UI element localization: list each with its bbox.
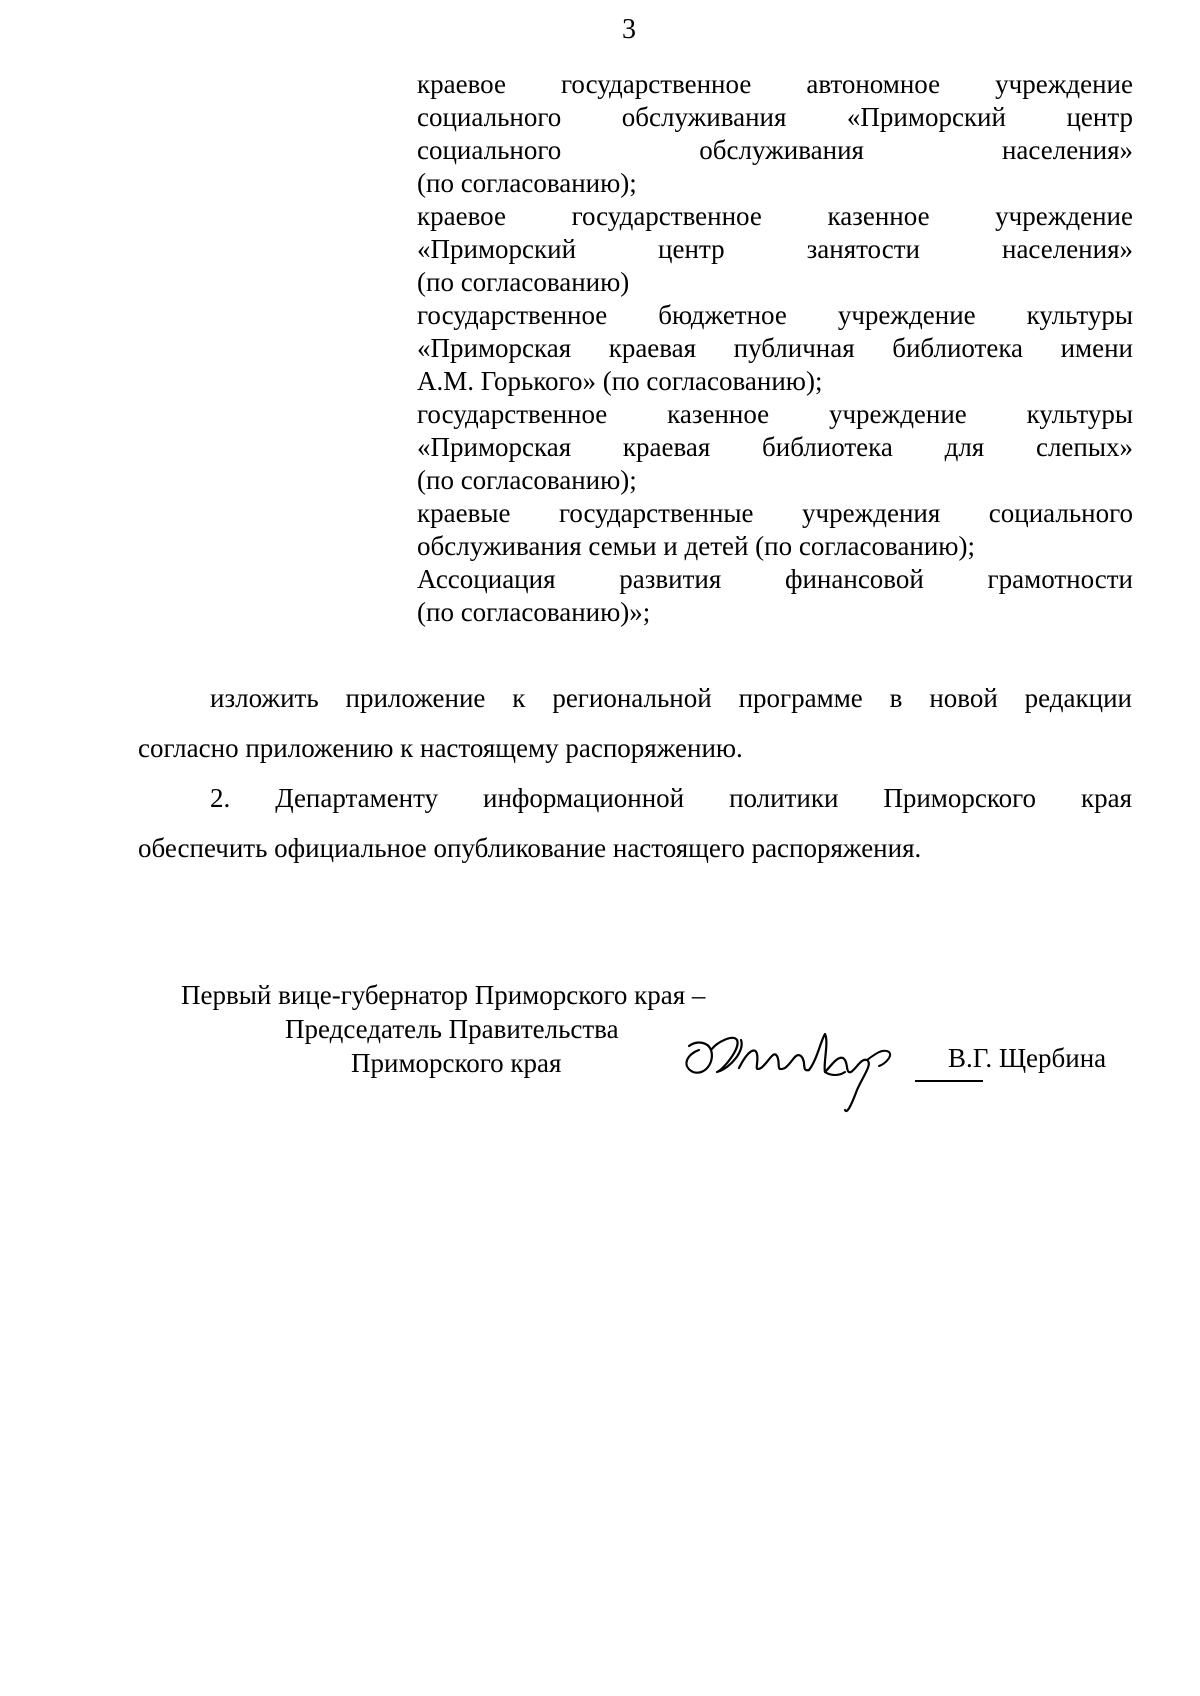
org-list-line: социального обслуживания населения» xyxy=(417,135,1133,165)
organization-list xyxy=(417,68,1133,629)
org-list-line: «Приморский центр занятости населения» xyxy=(417,234,1133,264)
org-list-line: краевые государственные учреждения социального xyxy=(417,498,1133,528)
org-list-line: (по согласованию); xyxy=(417,465,637,495)
page-number: 3 xyxy=(622,14,636,45)
signature-underline xyxy=(915,1080,983,1082)
signatory-title-line-1: Первый вице-губернатор Приморского края – xyxy=(181,980,706,1010)
org-list-line: (по согласованию); xyxy=(417,168,637,198)
org-list-line: государственное бюджетное учреждение культуры xyxy=(417,300,1133,330)
handwritten-signature xyxy=(675,1010,925,1120)
signer-name: В.Г. Щербина xyxy=(948,1043,1107,1073)
signatory-title-line-3: Приморского края xyxy=(351,1048,562,1078)
signatory-title-line-2: Председатель Правительства xyxy=(285,1014,619,1044)
org-list-line: (по согласованию) xyxy=(417,267,630,297)
org-list-line: (по согласованию)»; xyxy=(417,597,651,627)
org-list-line: краевое государственное казенное учреждение xyxy=(417,201,1133,231)
org-list-line: краевое государственное автономное учреждение xyxy=(417,69,1133,99)
paragraph-2-line-1: 2. Департаменту информационной политики Приморского края xyxy=(210,783,1132,813)
paragraph-2-line-2: обеспечить официальное опубликование настоящего распоряжения. xyxy=(138,833,922,863)
org-list-line: «Приморская краевая публичная библиотека имени xyxy=(417,333,1133,363)
org-list-line: «Приморская краевая библиотека для слепых» xyxy=(417,432,1133,462)
org-list-line: социального обслуживания «Приморский центр xyxy=(417,102,1133,132)
paragraph-1-line-2: согласно приложению к настоящему распоряжению. xyxy=(138,733,743,763)
paragraph-1-line-1: изложить приложение к региональной программе в новой редакции xyxy=(210,683,1132,713)
org-list-line: государственное казенное учреждение культуры xyxy=(417,399,1133,429)
org-list-line: обслуживания семьи и детей (по согласованию); xyxy=(417,531,975,561)
org-list-line: Ассоциация развития финансовой грамотности xyxy=(417,564,1133,594)
org-list-line: А.М. Горького» (по согласованию); xyxy=(417,366,823,396)
